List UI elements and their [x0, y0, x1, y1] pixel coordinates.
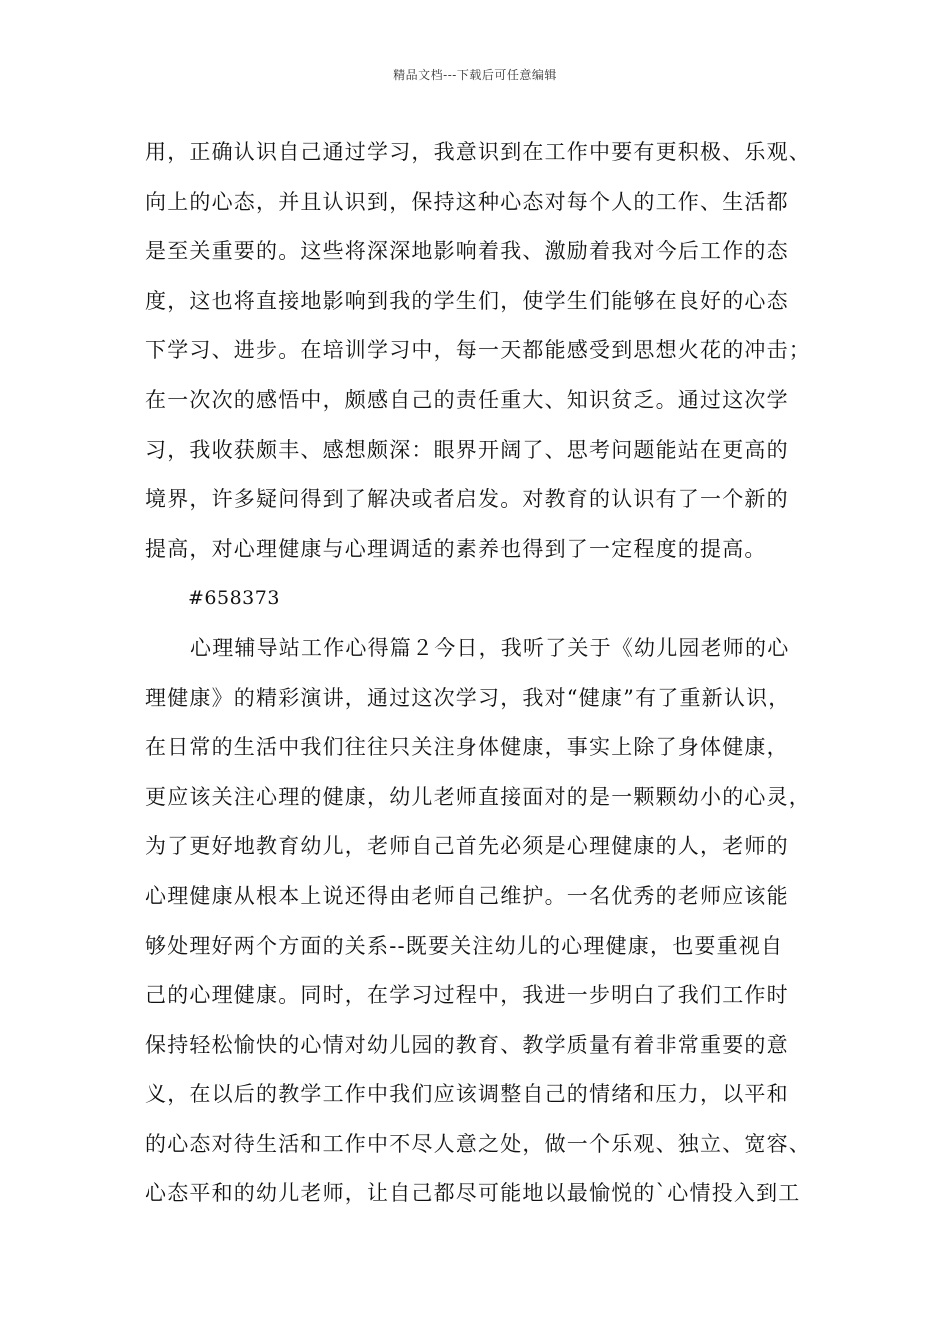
- page-header: 精品文档---下载后可任意编辑: [393, 68, 557, 82]
- text-line: 习，我收获颇丰、感想颇深：眼界开阔了、思考问题能站在更高的: [145, 437, 789, 462]
- text-line: 向上的心态，并且认识到，保持这种心态对每个人的工作、生活都: [145, 189, 789, 214]
- text-line: 度，这也将直接地影响到我的学生们，使学生们能够在良好的心态: [145, 288, 789, 313]
- text-line: 是至关重要的。这些将深深地影响着我、激励着我对今后工作的态: [145, 239, 789, 264]
- section-marker: #658373: [188, 587, 280, 610]
- text-line: 在一次次的感悟中，颇感自己的责任重大、知识贫乏。通过这次学: [145, 387, 789, 412]
- text-line: 的心态对待生活和工作中不尽人意之处，做一个乐观、独立、宽容、: [145, 1131, 811, 1156]
- text-line: 己的心理健康。同时，在学习过程中，我进一步明白了我们工作时: [145, 983, 789, 1008]
- text-line: 提高，对心理健康与心理调适的素养也得到了一定程度的提高。: [145, 536, 767, 561]
- paragraph-2: [145, 624, 815, 1219]
- paragraph-1: [145, 128, 815, 574]
- text-line: 心理辅导站工作心得篇２今日，我听了关于《幼儿园老师的心: [190, 635, 790, 660]
- text-line: 在日常的生活中我们往往只关注身体健康，事实上除了身体健康，: [145, 735, 789, 760]
- text-line: 够处理好两个方面的关系--既要关注幼儿的心理健康，也要重视自: [145, 933, 784, 958]
- text-line: 心理健康从根本上说还得由老师自己维护。一名优秀的老师应该能: [145, 883, 789, 908]
- text-line: 更应该关注心理的健康，幼儿老师直接面对的是一颗颗幼小的心灵，: [145, 784, 811, 809]
- text-line: 为了更好地教育幼儿，老师自己首先必须是心理健康的人，老师的: [145, 834, 789, 859]
- document-body: [145, 128, 815, 1219]
- text-line: 境界，许多疑问得到了解决或者启发。对教育的认识有了一个新的: [145, 487, 789, 512]
- text-line: 用，正确认识自己通过学习，我意识到在工作中要有更积极、乐观、: [145, 140, 811, 164]
- text-line: 义，在以后的教学工作中我们应该调整自己的情绪和压力，以平和: [145, 1082, 789, 1107]
- text-line: 心态平和的幼儿老师，让自己都尽可能地以最愉悦的`心情投入到工: [145, 1181, 801, 1206]
- text-line: 理健康》的精彩演讲，通过这次学习，我对“健康”有了重新认识，: [145, 685, 791, 710]
- text-line: 保持轻松愉快的心情对幼儿园的教育、教学质量有着非常重要的意: [145, 1032, 789, 1057]
- text-line: 下学习、进步。在培训学习中，每一天都能感受到思想火花的冲击；: [145, 338, 811, 363]
